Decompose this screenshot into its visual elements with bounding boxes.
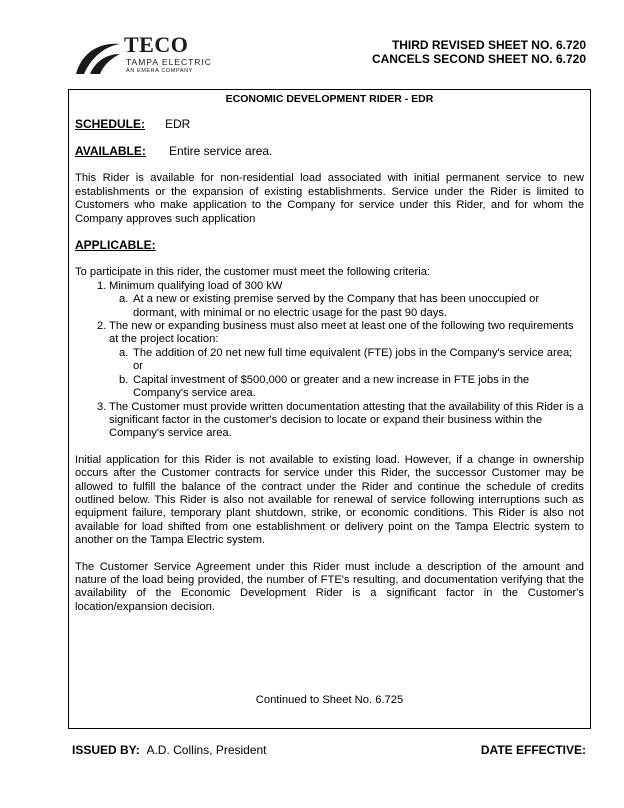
schedule-label: SCHEDULE: [75,117,146,132]
criteria-text: Minimum qualifying load of 300 kW [109,279,283,292]
document-title: ECONOMIC DEVELOPMENT RIDER - EDR [225,93,434,105]
sub-criteria-letter: a. [119,346,129,359]
schedule-value: EDR [165,117,191,132]
issued-by-value: A.D. Collins, President [146,743,267,757]
criteria-number: 3. [97,400,107,413]
schedule-field [75,118,584,134]
criteria-item [75,401,584,441]
sub-criteria-text: The addition of 20 net new full time equivalent (FTE) jobs in the Company's service area; or [133,346,573,373]
criteria-item [75,280,584,320]
sub-criteria-letter: a. [119,293,129,306]
logo-name: TECO [124,32,189,57]
criteria-number: 2. [97,320,107,333]
criteria-list [75,280,584,441]
sub-criteria-text: Capital investment of $500,000 or greater and a new increase in FTE jobs in the Company's service area. [133,373,530,400]
sheet-revision: THIRD REVISED SHEET NO. 6.720 [391,38,586,52]
criteria-number: 1. [97,279,107,292]
issued-by-label: ISSUED BY: [72,743,140,757]
sub-criteria-text: At a new or existing premise served by the Company that has been unoccupied or dormant, with minimal or no electric usage for the past 90 days. [133,293,540,319]
logo-tagline: AN EMERA COMPANY [126,68,193,74]
applicable-heading: APPLICABLE: [75,238,156,253]
available-value: Entire service area. [169,144,273,159]
criteria-text: The new or expanding business must also meet at least one of the following two requirements at the project location: [109,320,574,346]
document-content [75,90,584,614]
logo-subtitle: TAMPA ELECTRIC [126,57,212,67]
sub-criteria-letter: b. [119,373,129,386]
sheet-cancels: CANCELS SECOND SHEET NO. 6.720 [371,52,586,66]
available-label: AVAILABLE: [75,144,146,159]
criteria-text: The Customer must provide written documentation attesting that the availability of this Rider is a significant factor in the customer's decision to locate or expand their business within the Company's service area. [109,400,584,440]
continued-note: Continued to Sheet No. 6.725 [255,694,404,706]
available-field [75,145,584,161]
criteria-item [75,320,584,400]
date-effective-label: DATE EFFECTIVE: [480,743,586,757]
criteria-intro: To participate in this rider, the customer must meet the following criteria: [75,266,431,279]
teco-logo [72,32,242,80]
sheet-info [372,38,586,66]
issued-by [72,743,267,757]
paragraph-service-agreement: The Customer Service Agreement under this Rider must include a description of the amount and nature of the load being provided, the number of FTE's resulting, and documentation verifying that the availability of the Economic Development Rider is a significant factor in the Customer's location/expansion decision. [75,560,584,613]
teco-swoosh-icon [72,34,122,78]
document-frame [68,89,591,729]
paragraph-existing-load: Initial application for this Rider is not available to existing load. However, if a change in ownership occurs after the Customer contracts for service under this Rider, the successor Customer may be allowed to fulfill the balance of the contract under the Rider and continue the schedule of credits outlined below. This Rider is also not available for renewal of service following interruptions such as equipment failure, temporary plant shutdown, strike, or economic conditions. This Rider is also not available for load shifted from one establishment or delivery point on the Tampa Electric system to another on the Tampa Electric system. [75,453,584,547]
intro-paragraph: This Rider is available for non-residential load associated with initial permanent service to new establishments or the expansion of existing establishments. Service under the Rider is limited to Customers who make application to the Company for service under this Rider, and for whom the Company approves such application [75,172,584,225]
